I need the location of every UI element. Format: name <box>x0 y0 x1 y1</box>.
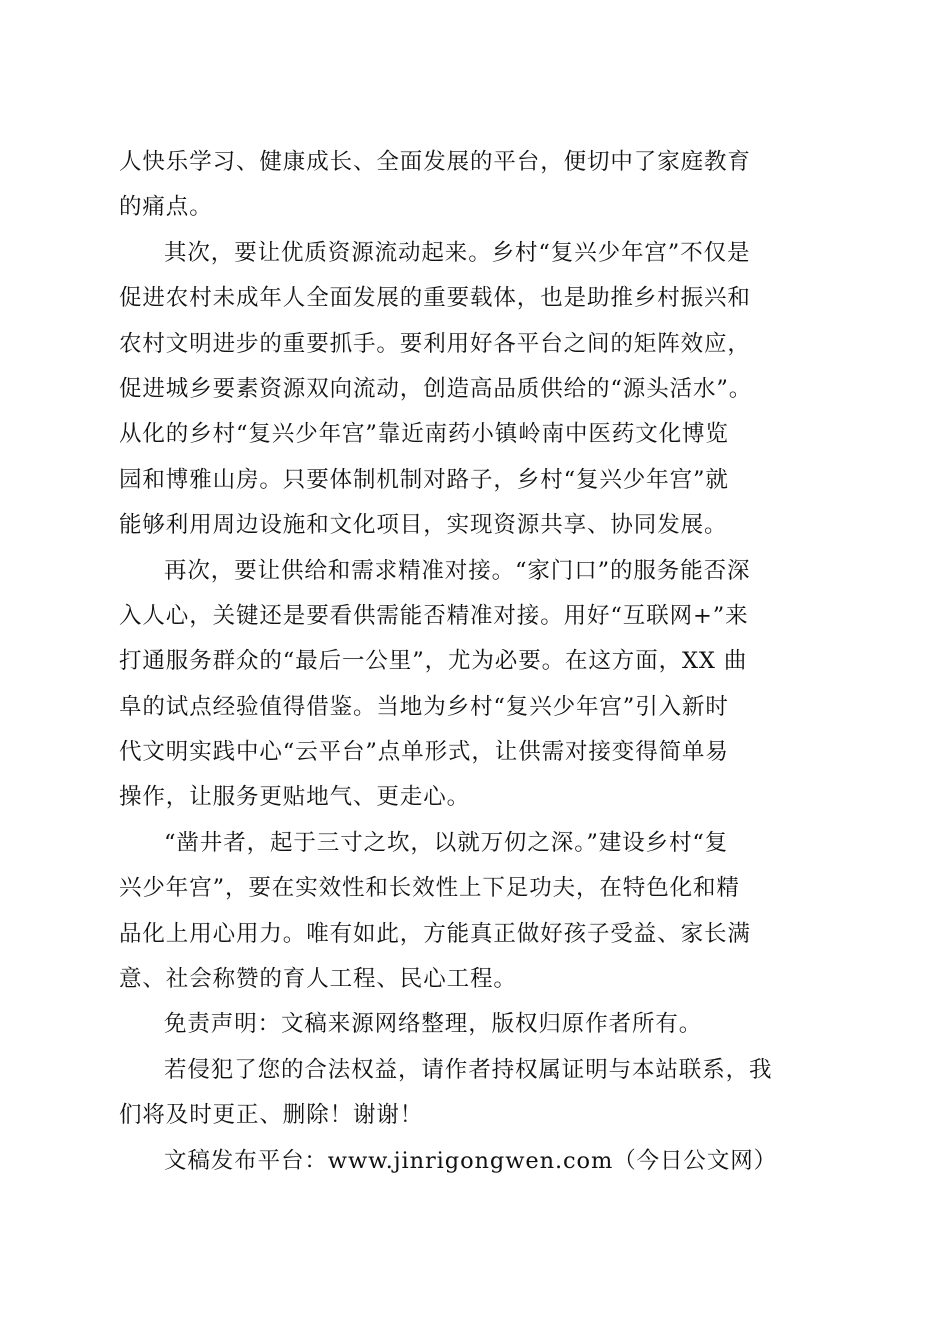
document-page <box>119 140 831 1184</box>
text-line: 打通服务群众的“最后一公里”，尤为必要。在这方面，XX 曲 <box>119 648 748 675</box>
text-line: “凿井者，起于三寸之坎，以就万仞之深。”建设乡村“复 <box>164 829 729 856</box>
publisher-line <box>119 1139 831 1184</box>
text-line: 从化的乡村“复兴少年宫”靠近南药小镇岭南中医药文化博览 <box>119 421 729 448</box>
text-line: 园和博雅山房。只要体制机制对路子，乡村“复兴少年宫”就 <box>119 466 729 493</box>
text-line: 若侵犯了您的合法权益，请作者持权属证明与本站联系，我 <box>164 1056 773 1083</box>
paragraph-resource-flow <box>119 231 831 549</box>
text-line: 意、社会称赞的育人工程、民心工程。 <box>119 966 517 993</box>
text-line: 入人心，关键还是要看供需能否精准对接。用好“互联网+”来 <box>119 602 749 629</box>
text-line: 能够利用周边设施和文化项目，实现资源共享、协同发展。 <box>119 512 728 539</box>
paragraph-conclusion <box>119 821 831 1003</box>
text-line: 兴少年宫”，要在实效性和长效性上下足功夫，在特色化和精 <box>119 875 740 902</box>
text-line: 操作，让服务更贴地气、更走心。 <box>119 784 471 811</box>
disclaimer <box>119 1002 831 1047</box>
text-line: 农村文明进步的重要抓手。要利用好各平台之间的矩阵效应， <box>119 330 751 357</box>
text-line: 阜的试点经验值得借鉴。当地为乡村“复兴少年宫”引入新时 <box>119 693 729 720</box>
text-line: 代文明实践中心“云平台”点单形式，让供需对接变得简单易 <box>119 739 729 766</box>
text-line: 促进农村未成年人全面发展的重要载体，也是助推乡村振兴和 <box>119 285 751 312</box>
text-line: 文稿发布平台：www.jinrigongwen.com（今日公文网） <box>164 1147 778 1174</box>
text-line: 免责声明：文稿来源网络整理，版权归原作者所有。 <box>164 1011 703 1038</box>
infringement-notice <box>119 1048 831 1139</box>
text-line: 们将及时更正、删除！谢谢！ <box>119 1102 424 1129</box>
text-line: 品化上用心用力。唯有如此，方能真正做好孩子受益、家长满 <box>119 920 751 947</box>
text-line: 的痛点。 <box>119 194 213 221</box>
text-line: 促进城乡要素资源双向流动，创造高品质供给的“源头活水”。 <box>119 375 753 402</box>
paragraph-supply-demand <box>119 549 831 821</box>
text-line: 人快乐学习、健康成长、全面发展的平台，便切中了家庭教育 <box>119 149 751 175</box>
text-line: 其次，要让优质资源流动起来。乡村“复兴少年宫”不仅是 <box>164 239 751 266</box>
text-line: 再次，要让供给和需求精准对接。“家门口”的服务能否深 <box>164 557 751 584</box>
paragraph-continuation <box>119 140 831 231</box>
